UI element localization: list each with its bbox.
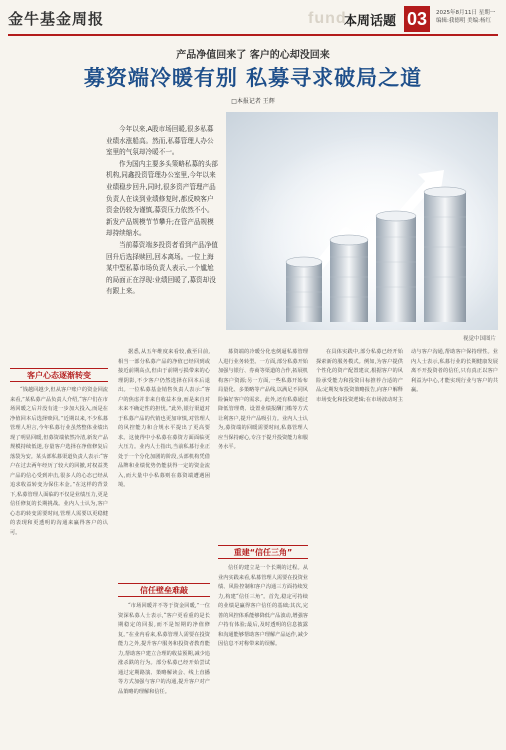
body-paragraph: “钱越回越少,但从客户账户的资金回流来看,”某私募产品负责人介绍,“客户们在市场回暖之后并没有进一步加大投入,而是在净值回本后选择赎回。”近期以来,不少私募管理人坦言,今年私募行业虽然整体业绩出现了明显回暖,但募资端依然冷清,新发产品规模持续低迷,存量客户选择在净值修复后落袋为安。某头部私募渠道负责人表示:“客户在过去两年经历了较大的回撤,对权益类产品的信心受到冲击,很多人的心态已经从追求收益转变为保住本金。”在这样的背景下,私募管理人面临的不仅是业绩压力,更是信任修复的长期挑战。业内人士认为,客户心态的转变需要时间,管理人需要以更稳健的表现和更透明的沟通来赢得客户的认可。 — [10, 387, 108, 536]
lead-paragraph: 当前募资端多投资者看到产品净值回升后选择赎回,回本离场。一位上海某中型私募市场负责人表示,一个尴尬的局面正在浮现:业绩回暖了,募资却没有跟上来。 — [106, 240, 218, 296]
fund-watermark: fund — [308, 10, 347, 27]
body-column-4 — [316, 348, 498, 742]
body-column-2b — [118, 602, 210, 742]
date-editor-info — [436, 9, 495, 25]
issue-date: 2025年8月11日 星期一 — [436, 10, 496, 16]
body-paragraph: 信任的建立是一个长期的过程。从业内实践来看,私募管理人需要在投资业绩、风险控制和客户沟通三方面持续发力,构建“信任三角”。首先,稳定可持续的业绩是赢得客户信任的基础;其次,完善的风控体系能够降低产品波动,增强客户持有体验;最后,及时透明的信息披露和沟通能够帮助客户理解产品运作,减少因信息不对称带来的误解。 — [218, 565, 308, 647]
body-paragraph: 在具体实践中,部分私募已经开始探索新的服务模式。例如,为客户提供个性化的资产配置建议,根据客户的风险承受能力和投资目标推荐合适的产品;定期发布投资策略报告,向客户解释市场变化和投资逻辑;在市场波动时主动与客户沟通,帮助客户保持理性。业内人士表示,私募行业的长期健康发展离不开投资者的信任,只有真正以客户利益为中心,才能实现行业与客户的共赢。 — [316, 349, 498, 403]
coin-stack-illustration — [226, 112, 498, 330]
subhead-client-mindset: 客户心态逐渐转变 — [10, 368, 108, 382]
article-byline: □本报记者 王辉 — [231, 98, 275, 105]
body-paragraph: 募资端的冷暖分化也倒逼私募管理人进行业务转型。一方面,部分私募开始加强与银行、券商等渠道的合作,拓展机构客户资源;另一方面,一些私募开始布局量化、多策略等产品线,以满足不同风险偏好客户的需求。此外,还有私募通过降低管理费、设置业绩报酬门槛等方式让利客户,提升产品吸引力。业内人士认为,募资端的回暖需要时间,私募管理人应当保持耐心,专注于提升投资能力和服务水平。 — [218, 349, 308, 450]
body-column-3b — [218, 564, 308, 742]
page-number: 03 — [404, 6, 430, 32]
body-column-3 — [218, 348, 308, 538]
body-paragraph: 据悉,从五年维度来看较,截至目前,相当一部分私募产品的净值已经回到或接近前期高点,但由于前期亏损带来的心理阴影,不少客户仍然选择在回本后退出。一位私募基金销售负责人表示:“客户的焦虑并非来自收益本身,而是来自对未来不确定性的担忧。”此外,银行渠道对于私募产品的代销也更加审慎,对管理人的风控能力和合规水平提出了更高要求。这使得中小私募在募资方面面临更大压力。业内人士指出,当前私募行业正处于一个分化加剧的阶段,头部机构凭借品牌和业绩优势仍能获得一定的资金流入,而大量中小私募则在募资端遭遇困境。 — [118, 349, 210, 488]
subhead-rebuild-trust: 重建“信任三角” — [218, 545, 308, 559]
newspaper-logo: 金牛基金周报 — [8, 10, 105, 28]
body-paragraph: “市场回暖并不等于资金回暖,”一位资深私募人士表示,“客户更看重的是长期稳定的回报,而不是短期的净值修复。”在业内看来,私募管理人需要在投资能力之外,提升客户服务和投资者教育能力,帮助客户建立合理的收益预期,减少追涨杀跌的行为。部分私募已经开始尝试通过定期路演、策略解读会、线上直播等方式加强与客户的沟通,提升客户对产品策略的理解和信任。 — [118, 603, 210, 695]
lead-paragraphs — [106, 124, 218, 298]
masthead — [8, 6, 498, 36]
article-kicker: 产品净值回来了 客户的心却没回来 — [176, 50, 330, 61]
article-headline: 募资端冷暖有别 私募寻求破局之道 — [83, 66, 423, 90]
feature-illustration — [226, 112, 498, 330]
body-column-2 — [118, 348, 210, 576]
section-title: 本周话题 — [344, 14, 397, 29]
image-caption: 视觉中国图片 — [462, 336, 496, 342]
lead-paragraph: 作为国内主要多头策略私募的头部机构,同鑫投资管理办公室里,今年以来业绩稳步回升,同时,很多资产管理产品负责人在谈到业绩修复时,都反映客户资金仍较为谨慎,募资压力依然不小。新发产品规模节节攀升;在管产品规模却持续缩水。 — [106, 159, 218, 238]
lead-paragraph: 今年以来,A股市场回暖,很多私募业绩水涨船高。然而,私募管理人办公室里的气氛却冷暖不一。 — [106, 125, 214, 157]
editor-credits: 编辑:我德明 美编:杨红 — [436, 18, 491, 24]
subhead-trust-barrier: 信任壁垒难敲 — [118, 583, 210, 597]
body-column-1 — [10, 386, 108, 742]
